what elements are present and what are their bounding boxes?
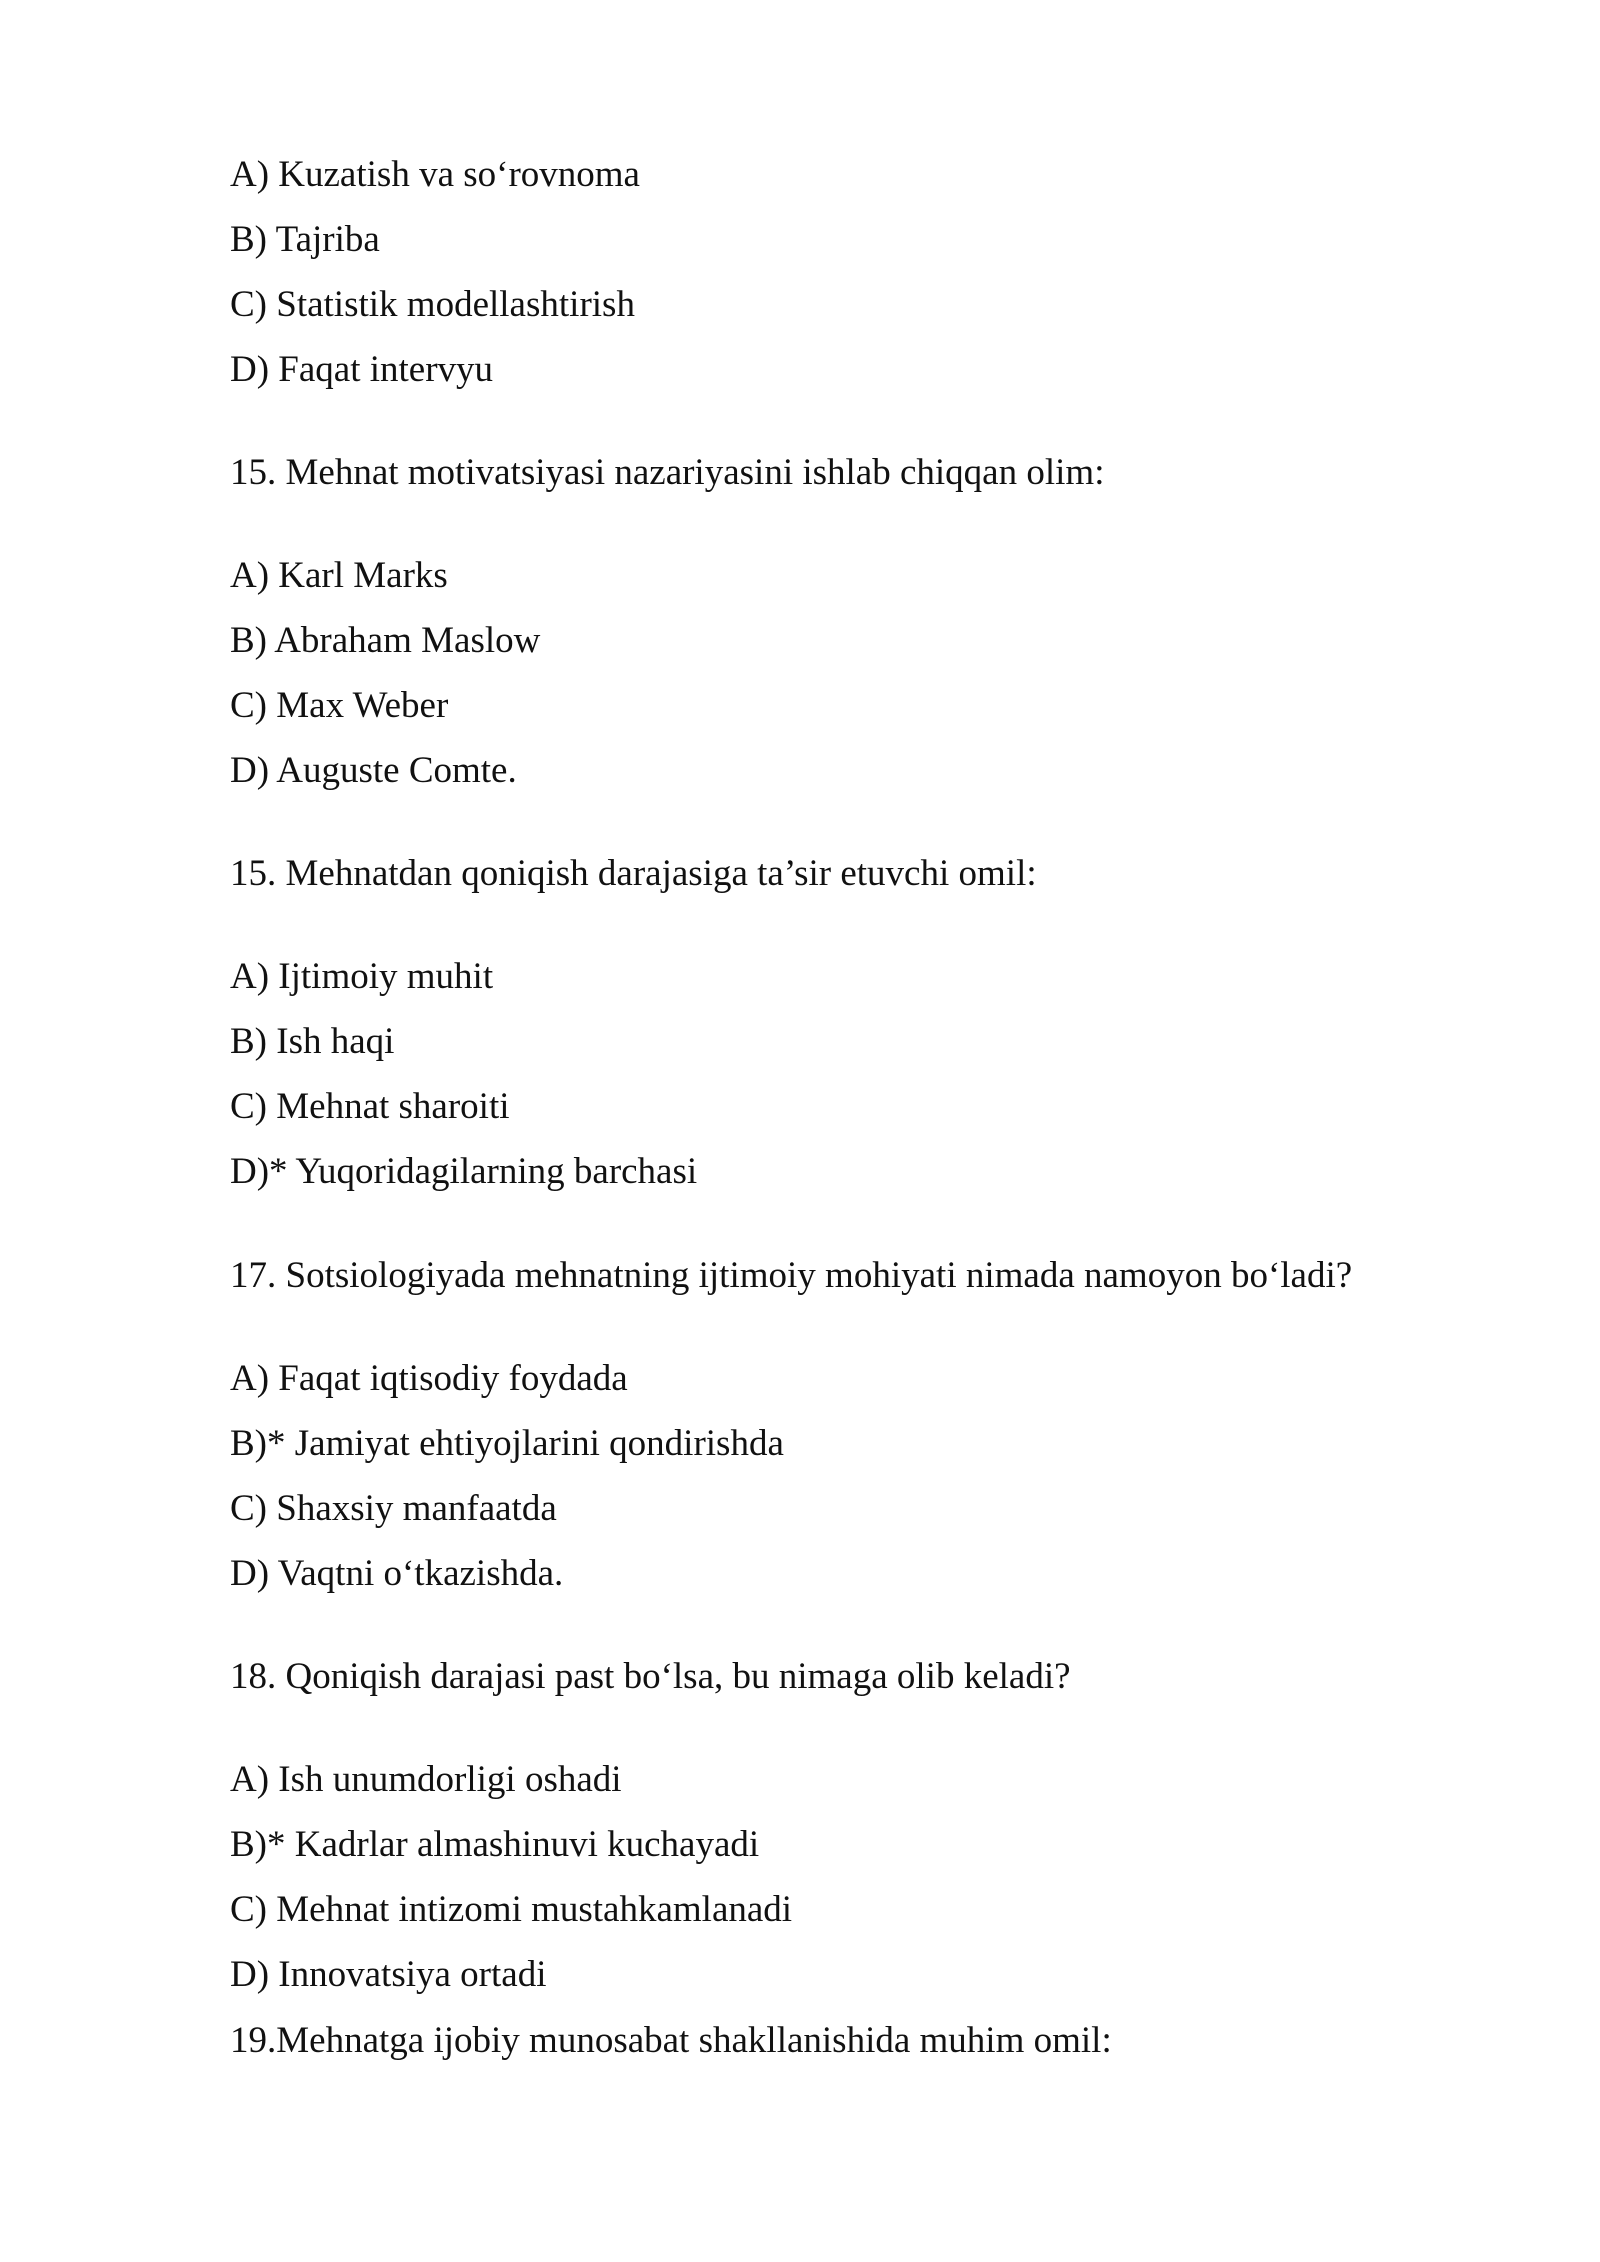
- option-b: B) Abraham Maslow: [230, 620, 541, 661]
- option-d: D)* Yuqoridagilarning barchasi: [230, 1151, 698, 1192]
- option-a: A) Ish unumdorligi oshadi: [230, 1759, 622, 1800]
- option-d: D) Innovatsiya ortadi: [230, 1954, 547, 1995]
- question-17-text: 17. Sotsiologiyada mehnatning ijtimoiy mohiyati nimada namoyon bo‘ladi?: [230, 1255, 1353, 1296]
- option-c: C) Shaxsiy manfaatda: [230, 1488, 557, 1529]
- option-b: B)* Jamiyat ehtiyojlarini qondirishda: [230, 1423, 784, 1464]
- question-15a-text: 15. Mehnat motivatsiyasi nazariyasini ishlab chiqqan olim:: [230, 452, 1105, 493]
- option-c: C) Mehnat sharoiti: [230, 1086, 510, 1127]
- option-a: A) Faqat iqtisodiy foydada: [230, 1358, 628, 1399]
- option-d: D) Faqat intervyu: [230, 349, 494, 390]
- question-19-text: 19.Mehnatga ijobiy munosabat shakllanishida muhim omil:: [230, 2020, 1112, 2061]
- option-b: B)* Kadrlar almashinuvi kuchayadi: [230, 1824, 760, 1865]
- option-b: B) Tajriba: [230, 219, 380, 260]
- option-d: D) Vaqtni o‘tkazishda.: [230, 1553, 564, 1594]
- option-c: C) Max Weber: [230, 685, 449, 726]
- option-a: A) Kuzatish va so‘rovnoma: [230, 154, 640, 195]
- question-18-text: 18. Qoniqish darajasi past bo‘lsa, bu nimaga olib keladi?: [230, 1656, 1071, 1697]
- question-15b-text: 15. Mehnatdan qoniqish darajasiga ta’sir etuvchi omil:: [230, 853, 1037, 894]
- option-a: A) Ijtimoiy muhit: [230, 956, 494, 997]
- option-b: B) Ish haqi: [230, 1021, 395, 1062]
- option-c: C) Mehnat intizomi mustahkamlanadi: [230, 1889, 793, 1930]
- option-a: A) Karl Marks: [230, 555, 448, 596]
- option-d: D) Auguste Comte.: [230, 750, 517, 791]
- option-c: C) Statistik modellashtirish: [230, 284, 635, 325]
